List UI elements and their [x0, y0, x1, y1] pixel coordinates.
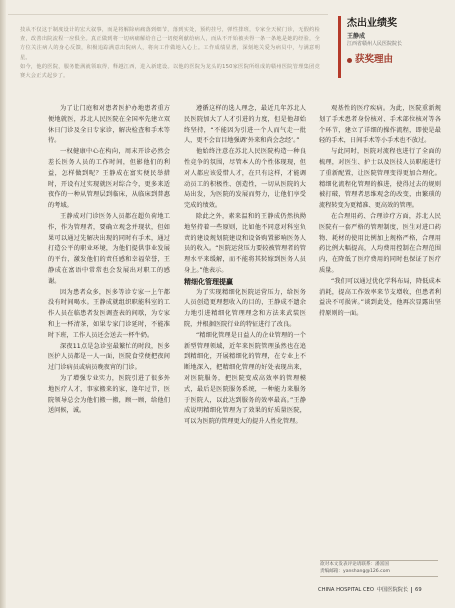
magazine-name: CHINA HOSPITAL CEO: [318, 586, 374, 593]
paragraph: “精细化管理是日益人的企业管理的一个新型管理领域，近年来医院管理虽然也在追到精细化，开展精细化的管理，在专业上不断地深入，把精细化管理的好处表现出来，对医院服务，把医院变成高效率的管理模式，最后是医院服务系统，一种能力来服务于医院人，以此达到服务的效率最高。”王静成说明精细化管理为了效果的好质量医院，可以为医院的管理更大的提升人性化管理。: [184, 331, 306, 426]
bullet-icon: [347, 58, 352, 63]
paragraph: “我们可以通过优化学科布局，降低成本消耗，提高工作效率来节支增收，但患者利益决不可损害。”谈到此处，他再次显露出坚持原则的一面。: [319, 277, 441, 318]
lead-paragraph: [20, 26, 320, 81]
paragraph: 因为患者众多，医多等诊专家一上午都没有时间喝水。王静成就组织职能科室的工作人员在临患者发医调查表的间歇，为专家和上一杯清茶，如果专家门诊延时，不能准时下班，工作人员还会送去一杯牛奶。: [48, 288, 170, 339]
award-honor: [347, 54, 438, 66]
paragraph: 为了让门庭和对患者医护办地患者重方便地就医，苏北人民医院在全国率先建立双休日门诊及全日专家诊，解决检查和手术等待。: [48, 105, 170, 145]
paragraph: 一权健康中心在构向，周末开诊必然会差长医务人员的工作时间，但影他们的利益，怎样做到呢？王静成在富实便民举措时，开设有过实现就医对综合令，更多来适夜作的一种从管理层到临床，从临床到普惠的考域。: [48, 148, 170, 210]
contact-line: 欲对本文发表评论请联系：潘富国: [320, 562, 389, 567]
article-column-1: [48, 104, 170, 417]
paragraph: 与此同时，医院对流程也进行了全面的梳理，对医生、护士以及医技人员职能进行了重新配置，让医院管理变得更加合理化。精细化流程化管理的推进，使得过去的规则被打破，管理者思维观念的改变，由繁琐的流程转变为更精准、更高效的管理。: [319, 148, 441, 210]
paragraph: 深夜11点是急诊室最繁忙的时段，医多医护人员都是一人一面，医院食堂便把夜间过门诊病员或病员晚夜宵的门诊。: [48, 342, 170, 372]
top-rule: [8, 14, 328, 15]
paragraph: 观基性的医疗疾病。为此，医院重新规划了手术患者身份核对、手术部位核对等各个环节，建立了详细的操作流程，即使是最轻的手术，日间手术等小手术也不放过。: [319, 105, 441, 145]
award-name: 王静成: [347, 33, 366, 40]
page-binding-shadow: [0, 0, 6, 608]
paragraph: 在合理用药、合理诊疗方面，苏北人民医院有一套严格的管理制度，医生对进口药物、耗材的使用比例加上规格严格，合理用药比例大幅提高，人均费用控制在合理范围内，在降低了医疗费用的同时也保证了医疗质量。: [319, 212, 441, 274]
article-column-3: [319, 104, 441, 320]
award-org: 江西省赣州人民医院院长: [347, 41, 403, 47]
award-honor-label: 获奖理由: [355, 54, 394, 65]
page-footer: [318, 586, 443, 593]
article-column-2: [184, 104, 306, 428]
email-line: 责编邮箱：yanshang@126.com: [320, 568, 390, 574]
page-number: 69: [415, 586, 422, 593]
section-subheading: 精细化管理提赢: [184, 277, 233, 286]
lead-text-2: 如今，他的医院，服务能满就领取得，释越江西，进入新建设。以他的医院为龙头的150家医院所组成的赣州医院管理集团竞赛大会正式起步了。: [20, 63, 320, 80]
footer-divider: [411, 587, 412, 593]
paragraph: 王静成对门诊医务人员都在超负荷地工作，作为管理者，要确立观念并现状，但如果可以通过先解决出现的同时有手术，通过打造公平的职业环境，为他们提供事业发展的平台，激发他们的责任感和幸福荣誉，王静成在富语中常常也会发展出对职工的感谢。: [48, 212, 170, 285]
paragraph: 为了实现精细化医院运营压力，给医务人员创造更理想收入的目的，王静成不遗余力地引进精细化管理理念和方法来武装医院，并根据医院行业的特征进行了改良。: [184, 288, 306, 328]
magazine-name-cn: 中国医院院长: [376, 587, 409, 593]
lead-text-1: 技从不仅这于制度设计的宏大叙事，而是将解除病痛落到细节，落到实处，预约挂号，弹性排班，专家全天候门诊，无假约检查，改善出院流程一应俱全。真正做到将一切病痛解给自己一切便利献给病人，而从不开始被卖得一条一条地是她的经验，全方位关注病人的身心反馈，积极追踪满意出院病人，将向工作做地入心上。工作成绩显著，深刻地关爱为病员中，与满意明星。: [20, 27, 320, 61]
paragraph: 他始终注意在苏北人民医院构造一种良性竞争的氛围，尽管本人的个性体现现，但对人都应该爱惜人才，在只有这样，才能调动员工的积极性、创造性，一切从医院的大局出发，为医院的发展而努力，让他们享受完成的绩效。: [184, 148, 306, 210]
comment-contact-box: [320, 560, 438, 577]
award-title: 杰出业绩奖: [347, 18, 397, 29]
paragraph: 遵循这样的选人理念，最近几年苏北人民医院加大了人才引进的力度，但是他却始终坚持，“不能因为引进一个人而气走一批人，更不会盲目地强调‘外来和尚会念经’。”: [184, 105, 306, 145]
paragraph: 为了增强专业实力，医院引进了很多外地医疗人才，事家搬来的家，逢年过节，医院领导总会为他们搬一搬，顾一顾，给他们送问候，诚。: [48, 374, 170, 415]
award-box: [338, 16, 438, 78]
paragraph: 除此之外，素来温和的王静成仍然执拗地坚持着一些原则，比如他不同意对科室负责的建设规划院建设和设备购置影响医务人员的收入。“医院运营压力要较被管理者的管理水平来缓解，而不能将其转嫁到医务人员身上。”他表示。: [184, 212, 306, 274]
